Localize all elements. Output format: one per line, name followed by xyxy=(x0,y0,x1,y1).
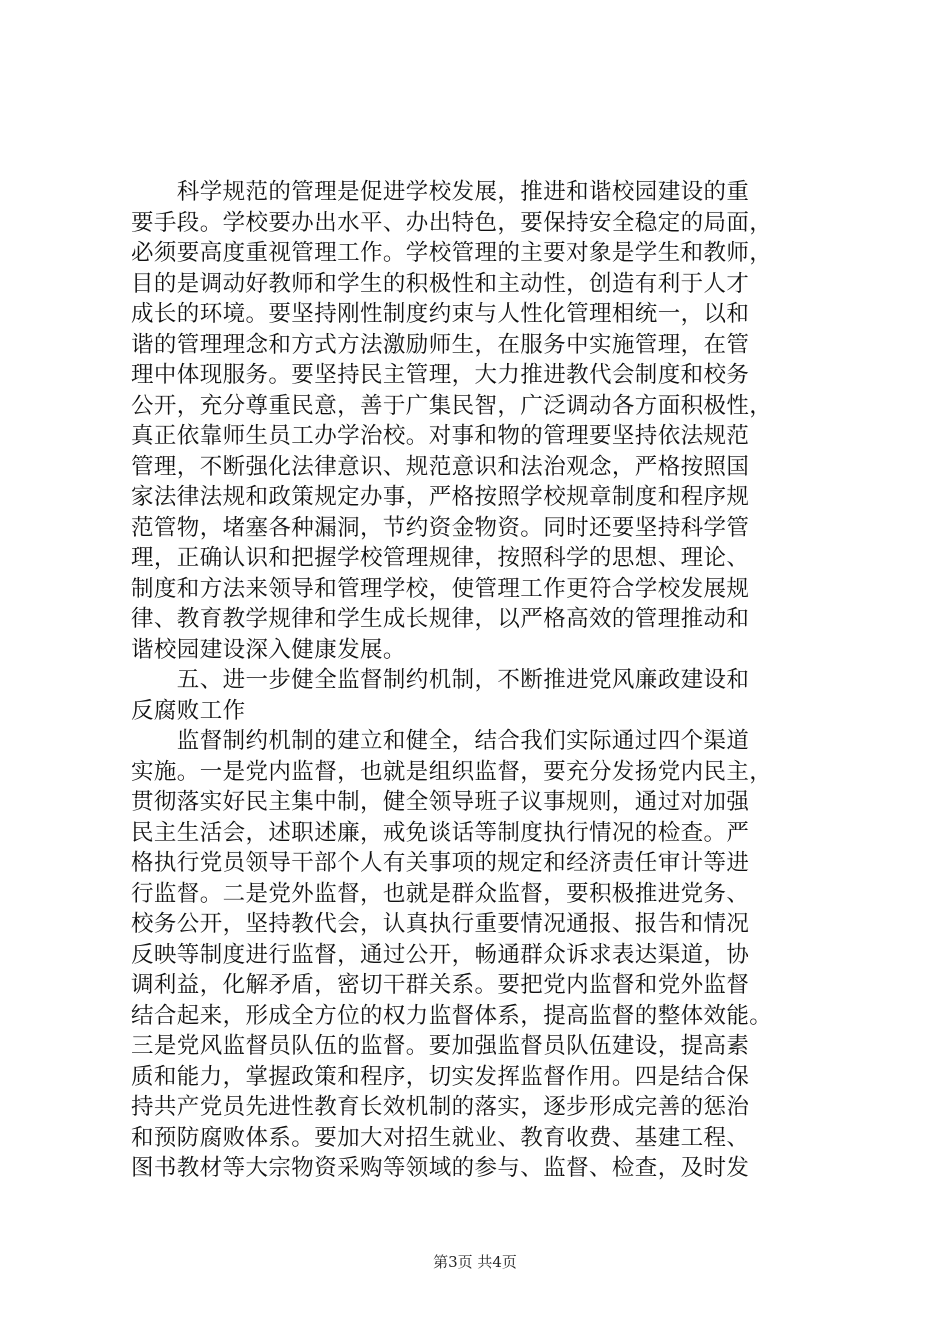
text-line-8: 公开，充分尊重民意，善于广集民智，广泛调动各方面积极性， xyxy=(131,392,773,419)
text-line-30: 质和能力，掌握政策和程序，切实发挥监督作用。四是结合保 xyxy=(131,1063,750,1090)
text-line-14: 制度和方法来领导和管理学校，使管理工作更符合学校发展规 xyxy=(131,575,750,602)
text-line-9: 真正依靠师生员工办学治校。对事和物的管理要坚持依法规范 xyxy=(131,423,750,449)
text-line-32: 和预防腐败体系。要加大对招生就业、教育收费、基建工程、 xyxy=(131,1124,750,1151)
text-line-1: 科学规范的管理是促进学校发展，推进和谐校园建设的重 xyxy=(131,179,750,205)
text-line-20: 实施。一是党内监督，也就是组织监督，要充分发扬党内民主， xyxy=(131,758,773,785)
text-line-2: 要手段。学校要办出水平、办出特色，要保持安全稳定的局面， xyxy=(131,209,773,236)
text-line-27: 调利益，化解矛盾，密切干群关系。要把党内监督和党外监督 xyxy=(131,972,750,998)
text-line-19: 监督制约机制的建立和健全，结合我们实际通过四个渠道 xyxy=(131,728,750,754)
text-line-15: 律、教育教学规律和学生成长规律，以严格高效的管理推动和 xyxy=(131,606,750,632)
text-line-5: 成长的环境。要坚持刚性制度约束与人性化管理相统一，以和 xyxy=(131,301,750,327)
body-text xyxy=(131,177,831,1184)
section-heading-line-1: 五、进一步健全监督制约机制，不断推进党风廉政建设和 xyxy=(131,667,750,693)
text-line-26: 反映等制度进行监督，通过公开，畅通群众诉求表达渠道，协 xyxy=(131,941,750,968)
text-line-6: 谐的管理理念和方式方法激励师生，在服务中实施管理，在管 xyxy=(131,331,750,358)
text-line-13: 理，正确认识和把握学校管理规律，按照科学的思想、理论、 xyxy=(131,545,750,571)
section-heading-line-2: 反腐败工作 xyxy=(131,697,246,724)
text-line-25: 校务公开，坚持教代会，认真执行重要情况通报、报告和情况 xyxy=(131,911,750,937)
page-footer xyxy=(0,1252,950,1272)
text-line-23: 格执行党员领导干部个人有关事项的规定和经济责任审计等进 xyxy=(131,850,750,876)
text-line-16: 谐校园建设深入健康发展。 xyxy=(131,636,406,663)
text-line-21: 贯彻落实好民主集中制，健全领导班子议事规则，通过对加强 xyxy=(131,789,750,815)
text-line-4: 目的是调动好教师和学生的积极性和主动性，创造有利于人才 xyxy=(131,270,750,297)
text-line-10: 管理，不断强化法律意识、规范意识和法治观念，严格按照国 xyxy=(131,453,750,480)
page-number: 第3页 共4页 xyxy=(433,1253,517,1271)
text-line-11: 家法律法规和政策规定办事，严格按照学校规章制度和程序规 xyxy=(131,484,750,510)
text-line-28: 结合起来，形成全方位的权力监督体系，提高监督的整体效能。 xyxy=(131,1002,773,1029)
text-line-29: 三是党风监督员队伍的监督。要加强监督员队伍建设，提高素 xyxy=(131,1033,750,1059)
text-line-24: 行监督。二是党外监督，也就是群众监督，要积极推进党务、 xyxy=(131,880,750,907)
text-line-12: 范管物，堵塞各种漏洞，节约资金物资。同时还要坚持科学管 xyxy=(131,514,750,541)
text-line-33: 图书教材等大宗物资采购等领域的参与、监督、检查，及时发 xyxy=(131,1155,750,1181)
text-line-3: 必须要高度重视管理工作。学校管理的主要对象是学生和教师， xyxy=(131,240,773,266)
text-line-7: 理中体现服务。要坚持民主管理，大力推进教代会制度和校务 xyxy=(131,362,750,388)
text-line-22: 民主生活会，述职述廉，戒免谈话等制度执行情况的检查。严 xyxy=(131,819,750,846)
text-line-31: 持共产党员先进性教育长效机制的落实，逐步形成完善的惩治 xyxy=(131,1094,750,1120)
